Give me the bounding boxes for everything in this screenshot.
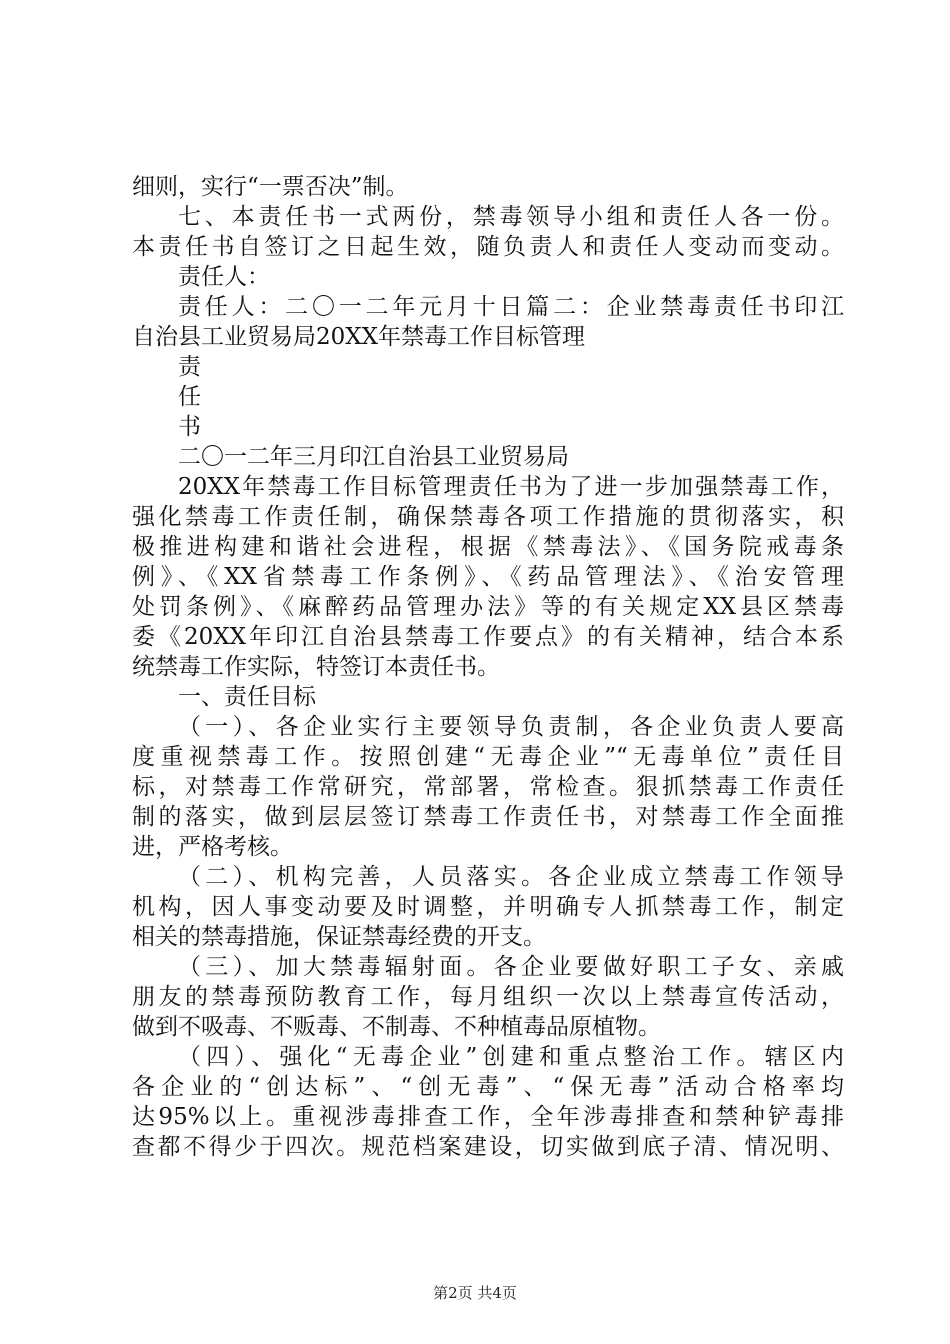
text-line: 七、本责任书一式两份，禁毒领导小组和责任人各一份。 xyxy=(178,204,844,230)
text-line: 度重视禁毒工作。按照创建“无毒企业”“无毒单位”责任目 xyxy=(132,744,844,770)
document-body xyxy=(132,172,844,1162)
text-line: 机构，因人事变动要及时调整，并明确专人抓禁毒工作，制定 xyxy=(132,894,844,920)
text-line: 责任人： xyxy=(178,264,270,290)
text-line: 做到不吸毒、不贩毒、不制毒、不种植毒品原植物。 xyxy=(132,1014,661,1040)
text-line: 自治县工业贸易局20XX年禁毒工作目标管理 xyxy=(132,324,586,350)
text-line: 20XX年禁毒工作目标管理责任书为了进一步加强禁毒工作， xyxy=(178,474,844,500)
section-heading: 一、责任目标 xyxy=(178,684,316,710)
text-line: 进，严格考核。 xyxy=(132,834,293,860)
text-line: 极推进构建和谐社会进程，根据《禁毒法》、《国务院戒毒条 xyxy=(132,534,844,560)
text-line: 二〇一二年三月印江自治县工业贸易局 xyxy=(178,444,569,470)
text-line: 相关的禁毒措施，保证禁毒经费的开支。 xyxy=(132,924,546,950)
text-line: 标，对禁毒工作常研究，常部署，常检查。狠抓禁毒工作责任 xyxy=(132,774,844,800)
text-line: 任 xyxy=(178,384,201,410)
text-line: 责任人：二〇一二年元月十日篇二：企业禁毒责任书印江 xyxy=(178,294,844,320)
text-line: 委《20XX年印江自治县禁毒工作要点》的有关精神，结合本系 xyxy=(132,624,844,650)
text-line: 各企业的“创达标”、“创无毒”、“保无毒”活动合格率均 xyxy=(132,1074,844,1100)
text-line: 查都不得少于四次。规范档案建设，切实做到底子清、情况明、 xyxy=(132,1134,844,1160)
text-line: （三）、加大禁毒辐射面。各企业要做好职工子女、亲戚 xyxy=(178,954,844,980)
text-line: （二）、机构完善，人员落实。各企业成立禁毒工作领导 xyxy=(178,864,844,890)
text-line: 本责任书自签订之日起生效，随负责人和责任人变动而变动。 xyxy=(132,234,844,260)
text-line: 细则，实行“一票否决”制。 xyxy=(132,174,409,200)
text-line: 书 xyxy=(178,414,201,440)
text-line: 制的落实，做到层层签订禁毒工作责任书，对禁毒工作全面推 xyxy=(132,804,844,830)
text-line: （一）、各企业实行主要领导负责制，各企业负责人要高 xyxy=(178,714,844,740)
text-line: （四）、强化“无毒企业”创建和重点整治工作。辖区内 xyxy=(178,1044,844,1070)
text-line: 例》、《XX省禁毒工作条例》、《药品管理法》、《治安管理 xyxy=(132,564,844,590)
text-line: 处罚条例》、《麻醉药品管理办法》等的有关规定XX县区禁毒 xyxy=(132,594,844,620)
text-line: 统禁毒工作实际，特签订本责任书。 xyxy=(132,654,500,680)
page-number-footer: 第2页 共4页 xyxy=(433,1284,517,1302)
text-line: 朋友的禁毒预防教育工作，每月组织一次以上禁毒宣传活动， xyxy=(132,984,844,1010)
text-line: 责 xyxy=(178,354,201,380)
text-line: 达95%以上。重视涉毒排查工作，全年涉毒排查和禁种铲毒排 xyxy=(132,1104,844,1130)
text-line: 强化禁毒工作责任制，确保禁毒各项工作措施的贯彻落实，积 xyxy=(132,504,844,530)
